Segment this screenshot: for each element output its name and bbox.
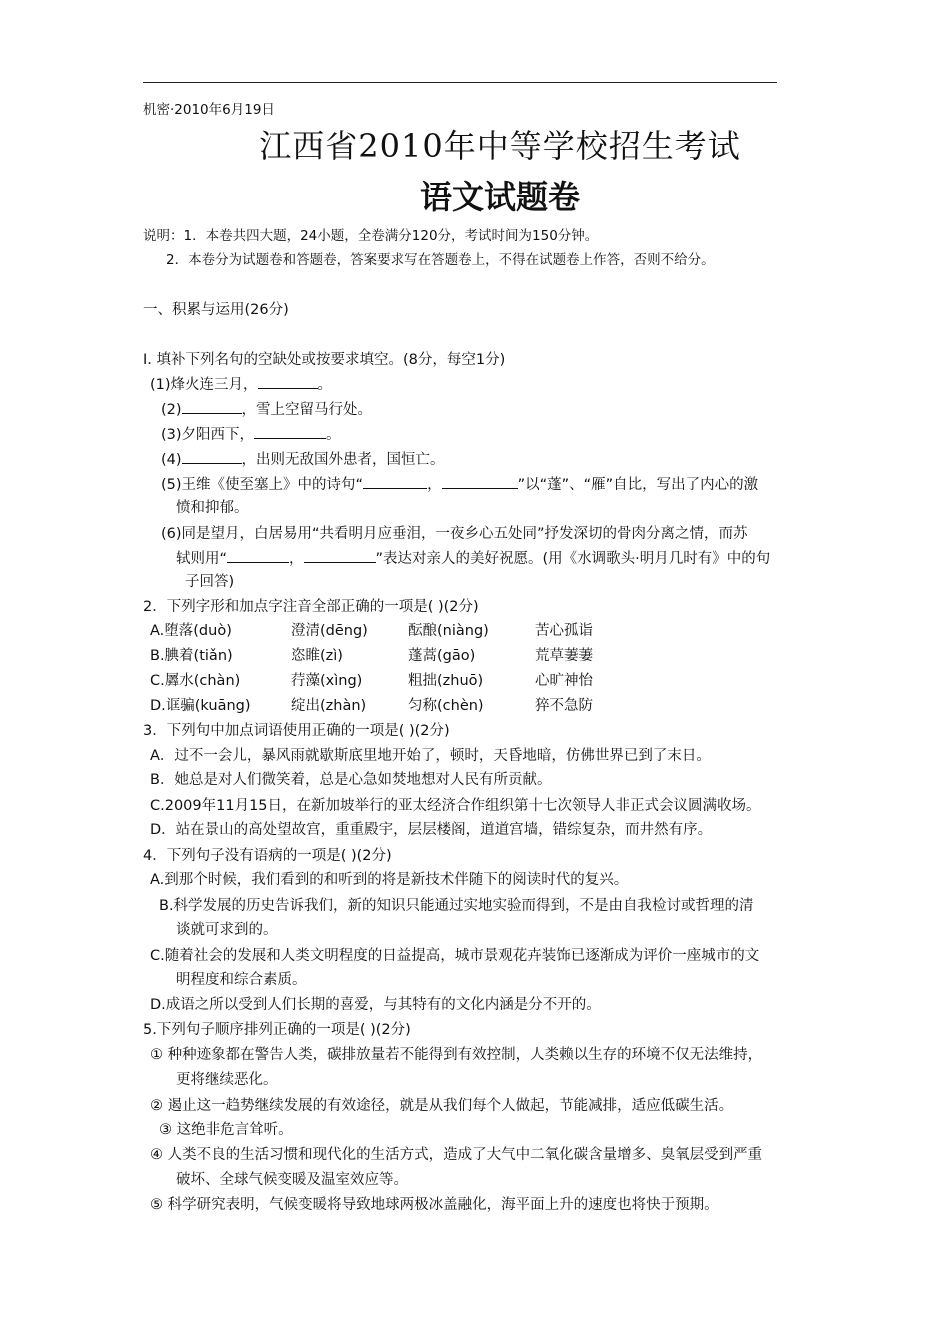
section-1-title: 一、积累与运用(26分) — [143, 302, 289, 318]
q4-option-a: A.到那个时候，我们看到的和听到的将是新技术伴随下的阅读时代的复兴。 — [150, 872, 629, 888]
q2-option: 荒草萋萋 — [535, 648, 593, 664]
q5-sentence-4-cont: 破坏、全球气候变暖及温室效应等。 — [176, 1172, 408, 1188]
q2-option: 心旷神怡 — [535, 673, 593, 689]
exam-subtitle: 语文试题卷 — [419, 178, 580, 216]
q5-sentence-5: ⑤ 科学研究表明，气候变暖将导致地球两极冰盖融化，海平面上升的速度也将快于预期。 — [150, 1197, 719, 1213]
q1-item-4: (4) ，出则无敌国外患者，国恒亡。 — [161, 449, 445, 470]
q2-option: 苦心孤诣 — [535, 623, 593, 639]
q1-item-6-cont: 轼则用“ ， ”表达对亲人的美好祝愿。(用《水调歌头·明月几时有》中的句 — [176, 548, 770, 569]
q4-option-c-cont: 明程度和综合素质。 — [176, 972, 307, 988]
q2-option: C.羼水(chàn) — [150, 673, 241, 689]
q3-option-c: C.2009年11月15日，在新加坡举行的亚太经济合作组织第十七次领导人非正式会议圆满收场。 — [150, 798, 761, 814]
answer-blank — [442, 474, 518, 489]
q1-item-6-end: 子回答) — [185, 574, 235, 590]
q2-option: A.堕落(duò) — [150, 623, 232, 639]
note-line-1: 说明：1．本卷共四大题，24小题，全卷满分120分，考试时间为150分钟。 — [143, 228, 599, 244]
answer-blank — [227, 548, 289, 563]
q1-item-5-cont: 愤和抑郁。 — [176, 500, 249, 516]
answer-blank — [304, 548, 376, 563]
confidential-date: 机密·2010年6月19日 — [143, 102, 275, 118]
q5-stem: 5.下列句子顺序排列正确的一项是( )(2分) — [143, 1022, 411, 1038]
q4-option-c: C.随着社会的发展和人类文明程度的日益提高，城市景观花卉装饰已逐渐成为评价一座城市的文 — [150, 948, 760, 964]
q1-item-2: (2) ，雪上空留马行处。 — [161, 399, 372, 420]
q2-stem: 2．下列字形和加点字注音全部正确的一项是( )(2分) — [143, 599, 479, 615]
q2-option: 匀称(chèn) — [408, 698, 484, 714]
q5-sentence-1: ① 种种迹象都在警告人类，碳排放量若不能得到有效控制，人类赖以生存的环境不仅无法维持， — [150, 1047, 763, 1063]
q3-option-a: A．过不一会儿，暴风雨就歇斯底里地开始了，顿时，天昏地暗，仿佛世界已到了末日。 — [150, 748, 711, 764]
answer-blank — [363, 474, 427, 489]
answer-blank — [254, 424, 326, 439]
q2-option: 恣睢(zì) — [291, 648, 343, 664]
note-line-2: 2．本卷分为试题卷和答题卷，答案要求写在答题卷上，不得在试题卷上作答，否则不给分。 — [166, 252, 715, 268]
answer-blank — [258, 374, 318, 389]
q2-option: 猝不急防 — [535, 698, 593, 714]
answer-blank — [182, 449, 242, 464]
q2-option: 绽出(zhàn) — [291, 698, 367, 714]
q1-stem: I. 填补下列名句的空缺处或按要求填空。(8分，每空1分) — [143, 352, 506, 368]
exam-title: 江西省2010年中等学校招生考试 — [259, 127, 741, 165]
q2-option: 澄清(dēng) — [291, 623, 368, 639]
q4-option-b: B.科学发展的历史告诉我们，新的知识只能通过实地实验而得到，不是由自我检讨或哲理的清 — [159, 898, 754, 914]
q3-option-b: B．她总是对人们微笑着，总是心急如焚地想对人民有所贡献。 — [150, 772, 552, 788]
q2-option: B.腆着(tiǎn) — [150, 648, 233, 664]
q5-sentence-3: ③ 这绝非危言耸听。 — [159, 1122, 293, 1138]
q4-option-d: D.成语之所以受到人们长期的喜爱，与其特有的文化内涵是分不开的。 — [150, 997, 601, 1013]
q2-option: 荇藻(xìng) — [291, 673, 363, 689]
q2-option: 粗拙(zhuō) — [408, 673, 484, 689]
q1-item-5: (5)王维《使至塞上》中的诗句“ ， ”以“蓬”、“雁”自比，写出了内心的激 — [161, 474, 758, 495]
q2-option: 酝酿(niàng) — [408, 623, 489, 639]
q5-sentence-4: ④ 人类不良的生活习惯和现代化的生活方式，造成了大气中二氧化碳含量增多、臭氧层受到严重 — [150, 1147, 763, 1163]
q4-option-b-cont: 谈就可求到的。 — [176, 922, 278, 938]
q1-item-3: (3)夕阳西下， 。 — [161, 424, 341, 445]
q3-stem: 3．下列句中加点词语使用正确的一项是( )(2分) — [143, 723, 450, 739]
q2-option: 蓬蒿(gāo) — [408, 648, 476, 664]
q1-item-6: (6)同是望月，白居易用“共看明月应垂泪，一夜乡心五处同”抒发深切的骨肉分离之情，而苏 — [161, 526, 748, 542]
q5-sentence-2: ② 遏止这一趋势继续发展的有效途径，就是从我们每个人做起，节能减排，适应低碳生活。 — [150, 1098, 734, 1114]
q2-option: D.诓骗(kuāng) — [150, 698, 251, 714]
q4-stem: 4．下列句子没有语病的一项是( )(2分) — [143, 848, 392, 864]
q1-item-1: (1)烽火连三月， 。 — [150, 374, 332, 395]
q5-sentence-1-cont: 更将继续恶化。 — [176, 1072, 278, 1088]
header-rule — [143, 82, 777, 83]
q3-option-d: D．站在景山的高处望故宫，重重殿宇，层层楼阁，道道宫墙，错综复杂，而井然有序。 — [150, 822, 713, 838]
answer-blank — [182, 399, 242, 414]
